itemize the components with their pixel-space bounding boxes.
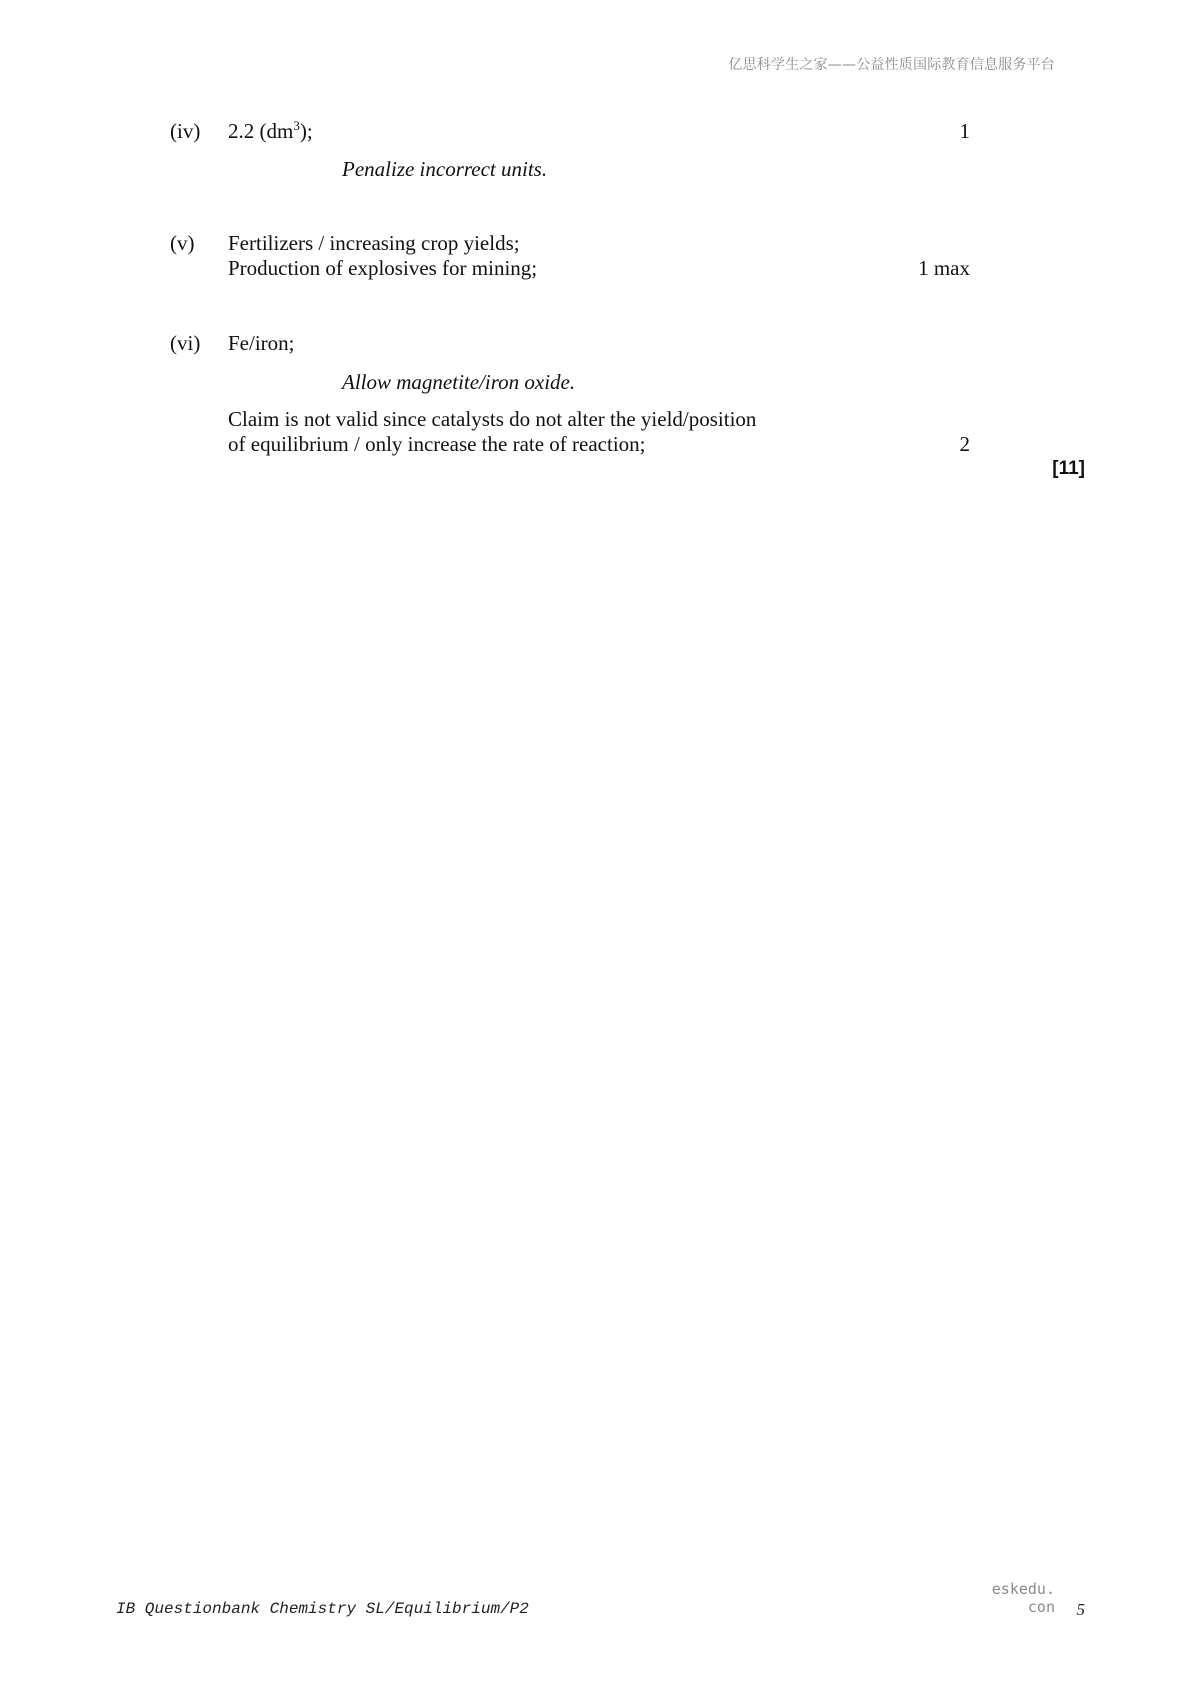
footer-source: IB Questionbank Chemistry SL/Equilibrium/P2 bbox=[116, 1600, 529, 1618]
item-v-line2: Production of explosives for mining; bbox=[228, 256, 538, 280]
footer-site: eskedu. con bbox=[991, 1580, 1055, 1616]
item-v-line1: Fertilizers / increasing crop yields; bbox=[228, 231, 520, 255]
item-iv-marks: 1 bbox=[959, 119, 970, 143]
item-vi-note: Allow magnetite/iron oxide. bbox=[342, 370, 576, 394]
total-marks: [11] bbox=[1052, 458, 1085, 479]
footer-page-number: 5 bbox=[1076, 1600, 1085, 1619]
item-vi-claim1: Claim is not valid since catalysts do not alter the yield/position bbox=[228, 407, 757, 431]
item-v-label: (v) bbox=[170, 231, 195, 255]
header-watermark: 亿思科学生之家——公益性质国际教育信息服务平台 bbox=[728, 57, 1055, 73]
item-v-marks: 1 max bbox=[918, 256, 970, 280]
item-iv-answer-prefix: 2.2 (dm bbox=[228, 119, 294, 143]
item-iv-answer-suffix: ); bbox=[299, 119, 313, 143]
item-iv-answer bbox=[228, 119, 313, 144]
item-iv-answer-sup: 3 bbox=[293, 118, 300, 133]
item-vi-claim2: of equilibrium / only increase the rate of reaction; bbox=[228, 432, 646, 456]
item-vi-line1: Fe/iron; bbox=[228, 331, 295, 355]
item-vi-label: (vi) bbox=[170, 331, 201, 355]
item-iv-note: Penalize incorrect units. bbox=[342, 157, 548, 181]
item-vi-marks: 2 bbox=[959, 432, 970, 456]
item-iv-label: (iv) bbox=[170, 119, 201, 143]
